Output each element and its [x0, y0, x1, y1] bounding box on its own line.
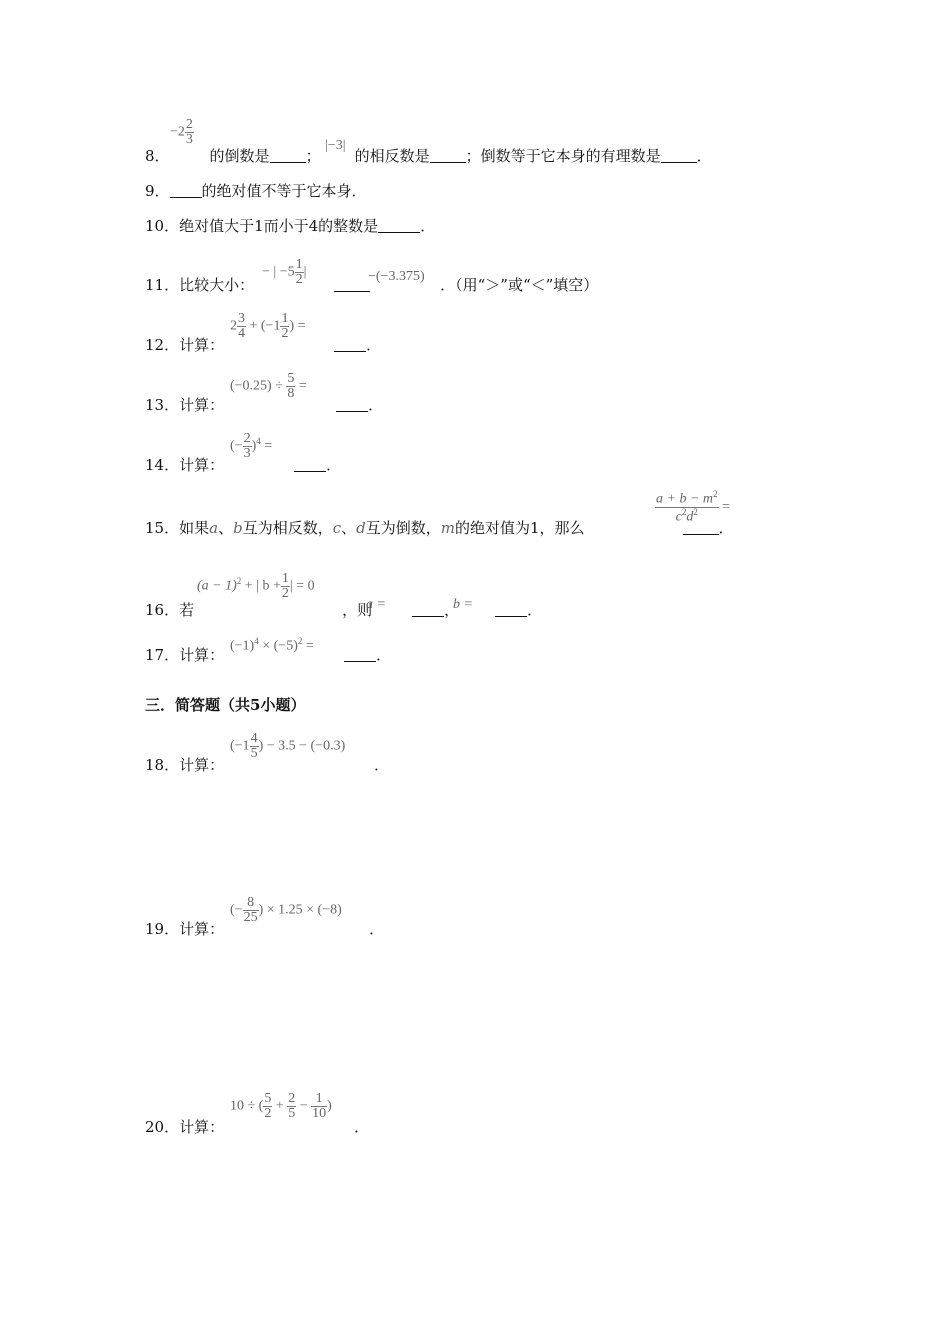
question-16: 16．若 ，则 ， ．: [145, 601, 543, 619]
math-expression: |−3|: [325, 138, 346, 153]
math-expression: (−0.25) ÷ $\frac{5}{8}$ =: [230, 371, 307, 401]
math-expression: −2 $\frac{2}{3}$: [170, 117, 193, 147]
answer-blank[interactable]: [336, 397, 368, 412]
answer-blank[interactable]: [170, 183, 202, 198]
question-number: 11．: [145, 276, 180, 294]
question-10: 10．绝对值大于1而小于4的整数是 ．: [145, 217, 436, 235]
question-17: 17．计算： ．: [145, 646, 392, 664]
question-13: 13．计算： ．: [145, 396, 384, 414]
question-20: 20．计算： ．: [145, 1118, 370, 1136]
math-expression: −(−3.375): [368, 269, 425, 284]
question-number: 15．: [145, 519, 180, 537]
question-number: 16．: [145, 601, 180, 619]
answer-blank[interactable]: [378, 218, 420, 233]
answer-blank[interactable]: [430, 148, 466, 163]
question-11: 11．比较大小： ．（用“＞”或“＜”填空）: [145, 276, 599, 294]
answer-blank[interactable]: [661, 148, 697, 163]
question-number: 12．: [145, 336, 180, 354]
answer-blank[interactable]: [495, 602, 527, 617]
question-15: 15．如果a、b互为相反数，c、d互为倒数，m的绝对值为1，那么 ．: [145, 519, 734, 537]
math-expression: $(-1)^4 \times (-5)^2$ =: [230, 636, 314, 654]
math-expression: 2 $\frac{3}{4}$ + (−1 $\frac{1}{2}$ ) =: [230, 311, 306, 341]
question-19: 19．计算： ．: [145, 920, 385, 938]
answer-blank[interactable]: [412, 602, 444, 617]
answer-blank[interactable]: [334, 337, 366, 352]
answer-blank[interactable]: [344, 647, 376, 662]
question-number: 19．: [145, 920, 180, 938]
section-heading: 三．简答题（共5小题）: [145, 696, 306, 714]
question-18: 18．计算： ．: [145, 756, 390, 774]
question-number: 14．: [145, 456, 180, 474]
answer-blank[interactable]: [294, 457, 326, 472]
math-expression: (−1 $\frac{4}{5}$ ) − 3.5 − (−0.3): [230, 731, 346, 761]
math-expression: a =: [366, 597, 386, 612]
math-expression: − | −5 $\frac{1}{2}$ |: [262, 257, 307, 287]
question-number: 18．: [145, 756, 180, 774]
question-number: 10．: [145, 217, 180, 235]
question-number: 13．: [145, 396, 180, 414]
question-number: 9．: [145, 182, 170, 200]
math-expression: $\frac{a + b - m^2}{c^2d^2}$ =: [656, 489, 730, 525]
question-12: 12．计算： ．: [145, 336, 382, 354]
question-number: 17．: [145, 646, 180, 664]
answer-blank[interactable]: [334, 277, 370, 292]
math-expression: (− $\frac{8}{25}$ ) × 1.25 × (−8): [230, 895, 342, 925]
math-expression: 10 ÷ ( $\frac{5}{2}$ + $\frac{2}{5}$ − $\frac{1}{10}$ ): [230, 1091, 332, 1121]
question-9: 9． 的绝对值不等于它本身．: [145, 182, 367, 200]
question-number: 8．: [145, 147, 170, 165]
math-expression: $(a - 1)^2$ + | b + $\frac{1}{2}$ | = 0: [197, 571, 315, 601]
question-8: 8． 的倒数是 ； 的相反数是 ；倒数等于它本身的有理数是 ．: [145, 147, 712, 165]
question-number: 20．: [145, 1118, 180, 1136]
question-14: 14．计算： ．: [145, 456, 342, 474]
math-expression: b =: [453, 597, 473, 612]
answer-blank[interactable]: [270, 148, 306, 163]
math-expression: (− $\frac{2}{3}$ )$^4$ =: [230, 431, 273, 461]
